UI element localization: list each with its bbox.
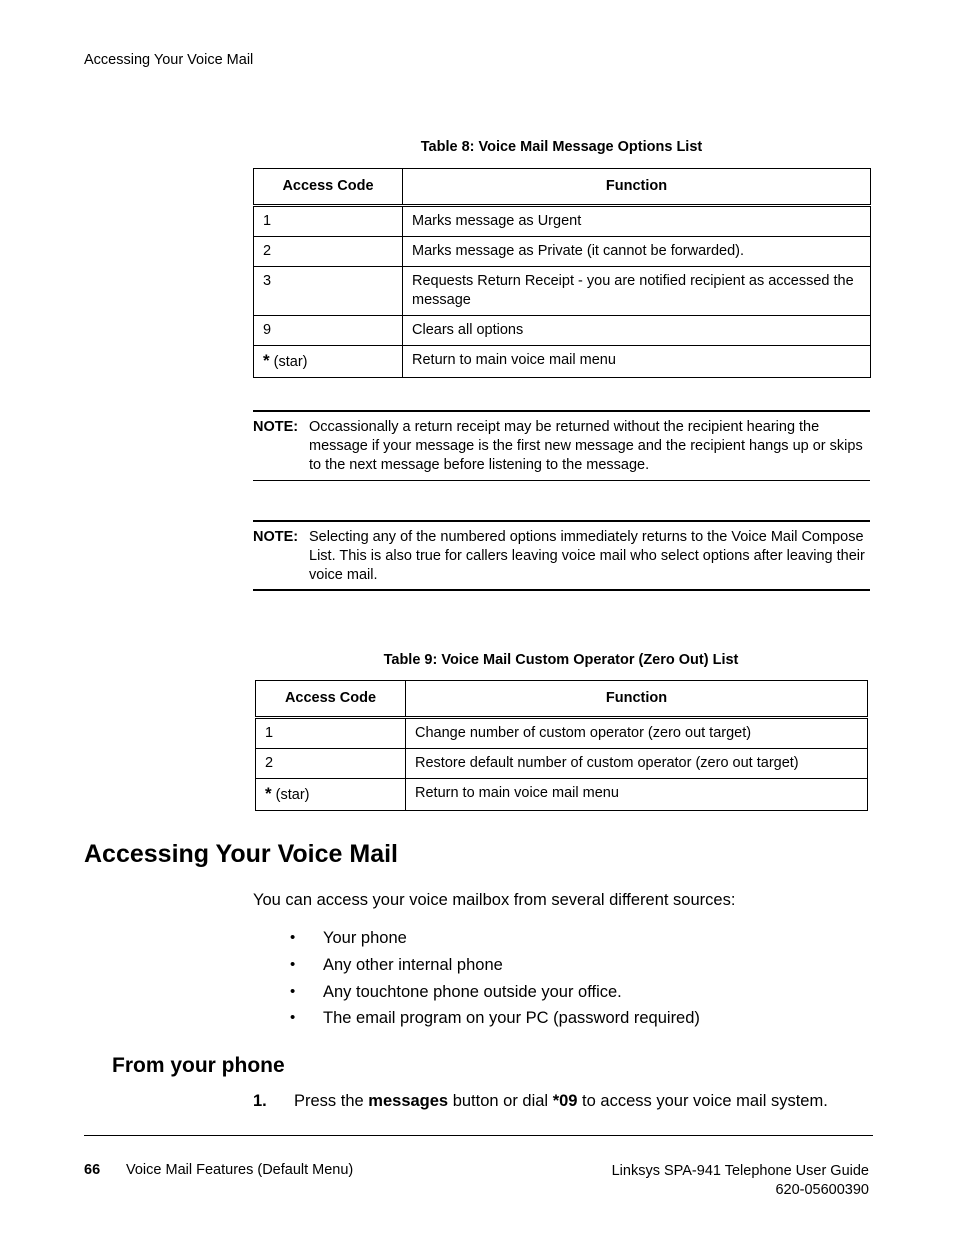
bullet-icon: • xyxy=(290,1009,296,1027)
note-label: NOTE: xyxy=(253,529,299,545)
page-number: 66 xyxy=(84,1162,101,1178)
access-code-cell: 3 xyxy=(254,267,403,316)
list-item xyxy=(290,1009,700,1036)
function-cell: Marks message as Private (it cannot be forwarded). xyxy=(403,237,871,267)
table-row xyxy=(256,749,868,779)
function-cell: Return to main voice mail menu xyxy=(403,346,871,378)
access-code-cell xyxy=(256,779,406,811)
table-row xyxy=(256,779,868,811)
table9 xyxy=(255,680,868,811)
table8 xyxy=(253,168,871,378)
messages-button-label: messages xyxy=(368,1092,449,1110)
note-text: Selecting any of the numbered options immediately returns to the Voice Mail Compose List. This is also true for callers leaving voice mail who select options after leaving their voice mail. xyxy=(309,529,865,583)
section-intro: You can access your voice mailbox from several different sources: xyxy=(253,891,736,909)
list-item-text: Any touchtone phone outside your office. xyxy=(323,982,622,1001)
table-row xyxy=(256,718,868,749)
note-label: NOTE: xyxy=(253,419,299,435)
function-cell: Change number of custom operator (zero out target) xyxy=(406,718,868,749)
table9-col-function: Function xyxy=(406,681,868,718)
table-row xyxy=(254,316,871,346)
step-1 xyxy=(253,1092,828,1111)
table8-col-access-code: Access Code xyxy=(254,169,403,206)
bullet-icon: • xyxy=(290,982,296,1000)
access-code-cell: 1 xyxy=(254,206,403,237)
dial-code: *09 xyxy=(552,1092,578,1110)
step-text-post: to access your voice mail system. xyxy=(577,1092,828,1110)
table9-col-access-code: Access Code xyxy=(256,681,406,718)
star-label: (star) xyxy=(271,787,310,803)
table-row xyxy=(254,206,871,237)
step-text-pre: Press the xyxy=(294,1092,369,1110)
bullet-icon: • xyxy=(290,955,296,973)
star-label: (star) xyxy=(269,354,308,370)
list-item xyxy=(290,983,700,1010)
table8-col-function: Function xyxy=(403,169,871,206)
function-cell: Requests Return Receipt - you are notified recipient as accessed the message xyxy=(403,267,871,316)
access-code-cell: 1 xyxy=(256,718,406,749)
access-code-cell: 2 xyxy=(256,749,406,779)
footer-chapter: Voice Mail Features (Default Menu) xyxy=(126,1162,354,1178)
table9-caption: Table 9: Voice Mail Custom Operator (Zero Out) List xyxy=(383,652,739,668)
table-row xyxy=(254,267,871,316)
note-return-receipt xyxy=(253,410,870,481)
star-symbol: * xyxy=(263,351,270,370)
footer-right xyxy=(612,1162,869,1200)
table8-caption: Table 8: Voice Mail Message Options List xyxy=(420,139,703,155)
footer-divider xyxy=(84,1135,873,1136)
footer-doc-number: 620-05600390 xyxy=(775,1182,869,1198)
function-cell: Restore default number of custom operator (zero out target) xyxy=(406,749,868,779)
table9-header-row xyxy=(256,681,868,718)
access-code-cell xyxy=(254,346,403,378)
running-header: Accessing Your Voice Mail xyxy=(84,52,254,68)
note-numbered-options xyxy=(253,520,870,591)
function-cell: Marks message as Urgent xyxy=(403,206,871,237)
function-cell: Return to main voice mail menu xyxy=(406,779,868,811)
list-item xyxy=(290,956,700,983)
step-text-mid: button or dial xyxy=(448,1092,553,1110)
table-row xyxy=(254,237,871,267)
function-cell: Clears all options xyxy=(403,316,871,346)
sources-list xyxy=(290,929,700,1036)
access-code-cell: 2 xyxy=(254,237,403,267)
list-item-text: The email program on your PC (password required) xyxy=(323,1009,700,1028)
subsection-heading: From your phone xyxy=(112,1054,285,1077)
access-code-cell: 9 xyxy=(254,316,403,346)
list-item-text: Any other internal phone xyxy=(323,955,503,974)
table8-header-row xyxy=(254,169,871,206)
step-number: 1. xyxy=(253,1092,267,1110)
list-item xyxy=(290,929,700,956)
bullet-icon: • xyxy=(290,929,296,946)
note-text: Occassionally a return receipt may be returned without the recipient hearing the message if your message is the first new message and the recipient hangs up or skips to the next message before listening to the message. xyxy=(309,419,863,473)
list-item-text: Your phone xyxy=(323,929,407,947)
footer-guide-title: Linksys SPA-941 Telephone User Guide xyxy=(611,1163,869,1179)
table-row xyxy=(254,346,871,378)
star-symbol: * xyxy=(265,784,272,803)
section-heading: Accessing Your Voice Mail xyxy=(84,840,399,868)
